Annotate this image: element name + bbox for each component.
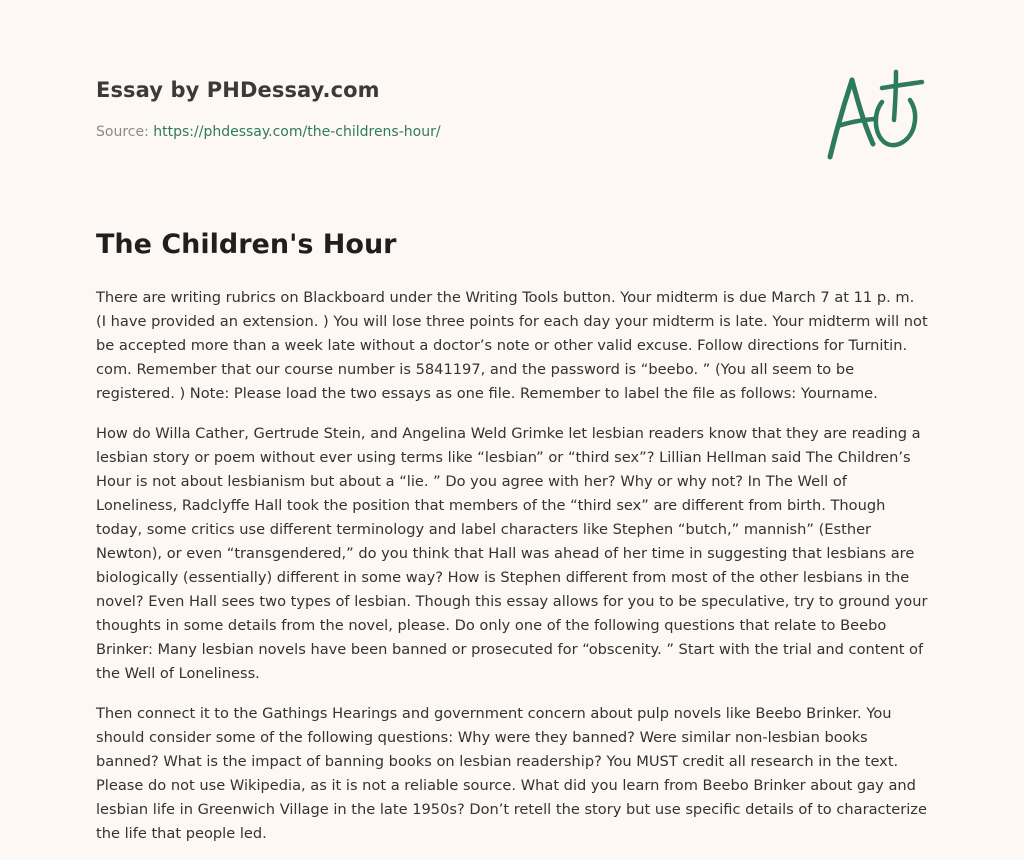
source-line (96, 122, 716, 142)
essay-title: The Children's Hour (96, 229, 397, 260)
a-plus-logo-icon (818, 62, 930, 166)
source-label: Source: (96, 124, 149, 140)
page-header (96, 76, 716, 142)
essay-paragraph-1: There are writing rubrics on Blackboard under the Writing Tools button. Your midterm is due March 7 at 11 p. m. (I have provided an extension. ) You will lose three points for each day your midterm is late. Your midterm will not be accepted more than a week late without a doctor’s note or other valid excuse. Follow directions for Turnitin. com. Remember that our course number is 5841197, and the password is “beebo. ” (You all seem to be registered. ) Note: Please load the two essays as one file. Remember to label the file as follows: Yourname. (96, 289, 928, 402)
essay-body (96, 226, 928, 860)
essay-paragraph-3: Then connect it to the Gathings Hearings and government concern about pulp novels like Beebo Brinker. You should consider some of the following questions: Why were they banned? Were similar non-lesbian books banned? What is the impact of banning books on lesbian readership? You MUST credit all research in the text. Please do not use Wikipedia, as it is not a reliable source. What did you learn from Beebo Brinker about gay and lesbian life in Greenwich Village in the late 1950s? Don’t retell the story but use specific details of to characterize the life that people led. (96, 705, 927, 842)
site-title: Essay by PHDessay.com (96, 78, 380, 102)
source-link[interactable]: https://phdessay.com/the-childrens-hour/ (153, 124, 441, 140)
essay-paragraph-2: How do Willa Cather, Gertrude Stein, and Angelina Weld Grimke let lesbian readers know that they are reading a lesbian story or poem without ever using terms like “lesbian” or “third sex”? Lillian Hellman said The Children’s Hour is not about lesbianism but about a “lie. ” Do you agree with her? Why or why not? In The Well of Loneliness, Radclyffe Hall took the position that members of the “third sex” are different from birth. Though today, some critics use different terminology and label characters like Stephen “butch,” mannish” (Esther Newton), or even “transgendered,” do you think that Hall was ahead of her time in suggesting that lesbians are biologically (essentially) different in some way? How is Stephen different from most of the other lesbians in the novel? Even Hall sees two types of lesbian. Though this essay allows for you to be speculative, try to ground your thoughts in some details from the novel, please. Do only one of the following questions that relate to Beebo Brinker: Many lesbian novels have been banned or prosecuted for “obscenity. ” Start with the trial and content of the Well of Loneliness. (96, 425, 928, 682)
